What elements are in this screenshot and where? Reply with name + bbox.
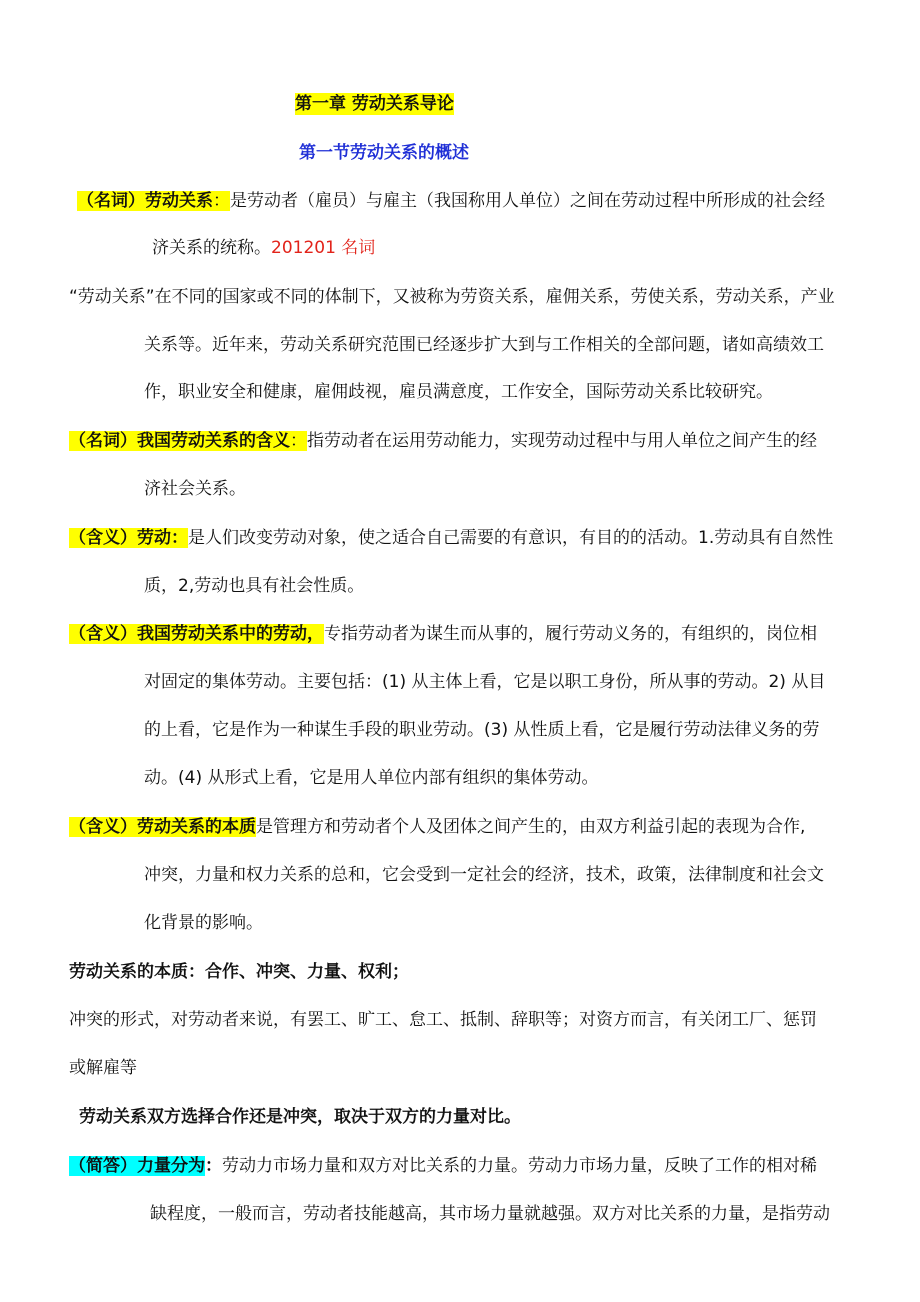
paragraph-line: 冲突的形式，对劳动者来说，有罢工、旷工、怠工、抵制、辞职等；对资方而言，有关闭工厂、惩罚 (69, 1010, 817, 1030)
paragraph-line: 对固定的集体劳动。主要包括：(1) 从主体上看，它是以职工身份，所从事的劳动。2) 从目 (144, 672, 826, 692)
definition-text: 专指劳动者为谋生而从事的，履行劳动义务的，有组织的，岗位相 (324, 624, 817, 644)
term-colon: ： (205, 1156, 222, 1176)
paragraph-line: “劳动关系”在不同的国家或不同的体制下，又被称为劳资关系，雇佣关系，劳使关系，劳动关系，产业 (69, 287, 835, 307)
cooperation-conflict-statement: 劳动关系双方选择合作还是冲突，取决于双方的力量对比。 (79, 1107, 521, 1127)
term-label: （含义）劳动关系的本质 (69, 817, 256, 837)
term-colon: ： (213, 191, 230, 211)
term-label: （含义）我国劳动关系中的劳动， (69, 624, 324, 644)
definition-text: 指劳动者在运用劳动能力，实现劳动过程中与用人单位之间产生的经 (307, 431, 817, 451)
essence-summary: 劳动关系的本质：合作、冲突、力量、权利； (69, 962, 409, 982)
paragraph-line: 质，2,劳动也具有社会性质。 (144, 576, 365, 596)
term-label: （含义）劳动 (69, 528, 171, 548)
term-colon: ： (290, 431, 307, 451)
paragraph-line: 济社会关系。 (144, 479, 246, 499)
term-label: （名词）我国劳动关系的含义 (69, 431, 290, 451)
paragraph-line: 缺程度，一般而言，劳动者技能越高，其市场力量就越强。双方对比关系的力量，是指劳动 (150, 1204, 830, 1224)
paragraph-line: 或解雇等 (69, 1058, 137, 1078)
definition-text: 济关系的统称。 (152, 238, 271, 258)
term-label: （名词）劳动关系 (77, 191, 213, 211)
definition-china-labor-relations (69, 430, 817, 452)
meaning-china-labor (69, 623, 817, 645)
paragraph-line: 关系等。近年来，劳动关系研究范围已经逐步扩大到与工作相关的全部问题，诸如高绩效工 (144, 335, 824, 355)
definition-text: 劳动力市场力量和双方对比关系的力量。劳动力市场力量，反映了工作的相对稀 (222, 1156, 817, 1176)
term-colon: ： (171, 528, 188, 548)
definition-text: 是人们改变劳动对象，使之适合自己需要的有意识，有目的的活动。1.劳动具有自然性 (188, 528, 834, 548)
paragraph-line: 作，职业安全和健康，雇佣歧视，雇员满意度，工作安全，国际劳动关系比较研究。 (144, 382, 773, 402)
term-label: （简答）力量分为 (69, 1156, 205, 1176)
definition-text: 是劳动者（雇员）与雇主（我国称用人单位）之间在劳动过程中所形成的社会经 (230, 191, 825, 211)
paragraph-line: 化背景的影响。 (144, 913, 263, 933)
definition-continuation (152, 237, 375, 259)
short-answer-power (69, 1155, 817, 1177)
meaning-labor (69, 527, 833, 549)
section-title: 第一节劳动关系的概述 (299, 143, 469, 163)
chapter-title: 第一章 劳动关系导论 (295, 94, 454, 114)
paragraph-line: 动。(4) 从形式上看，它是用人单位内部有组织的集体劳动。 (144, 768, 599, 788)
paragraph-line: 冲突，力量和权力关系的总和，它会受到一定社会的经济，技术，政策，法律制度和社会文 (144, 865, 824, 885)
definition-labor-relations (77, 190, 825, 212)
paragraph-line: 的上看，它是作为一种谋生手段的职业劳动。(3) 从性质上看，它是履行劳动法律义务的劳 (144, 720, 820, 740)
exam-note: 201201 名词 (271, 238, 376, 258)
meaning-labor-relations-essence (69, 816, 805, 838)
definition-text: 是管理方和劳动者个人及团体之间产生的，由双方利益引起的表现为合作, (256, 817, 806, 837)
